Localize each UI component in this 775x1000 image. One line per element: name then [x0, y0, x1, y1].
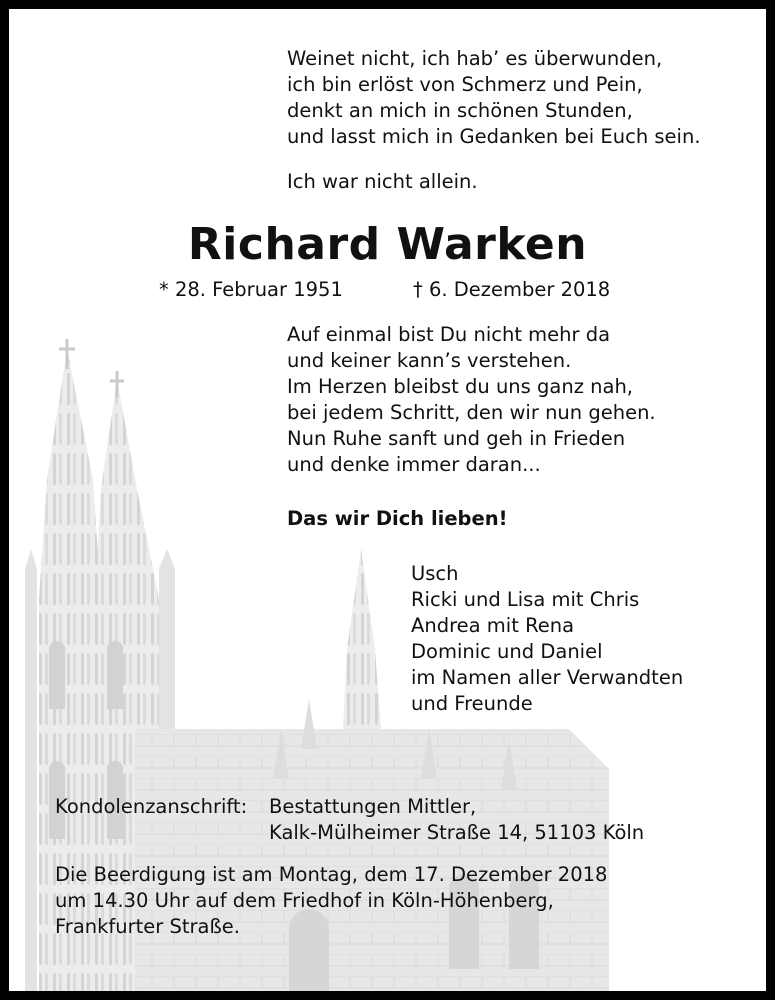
mourner-name: Dominic und Daniel — [411, 640, 603, 663]
opening-poem — [287, 46, 701, 150]
second-poem-line: und keiner kann’s verstehen. — [287, 349, 572, 372]
condolence-address-line: Kalk-Mülheimer Straße 14, 51103 Köln — [269, 821, 645, 844]
second-poem — [287, 322, 656, 478]
mourner-name: Andrea mit Rena — [411, 614, 575, 637]
opening-poem-line: Weinet nicht, ich hab’ es überwunden, — [287, 47, 663, 70]
intro-line — [287, 169, 478, 195]
funeral-details-line: Frankfurter Straße. — [55, 915, 240, 938]
condolence-label-text: Kondolenzanschrift: — [55, 795, 248, 818]
opening-poem-line: denkt an mich in schönen Stunden, — [287, 99, 633, 122]
birth-date-text: * 28. Februar 1951 — [159, 278, 343, 301]
condolence-address-line: Bestattungen Mittler, — [269, 795, 477, 818]
mourners-list — [411, 561, 683, 717]
second-poem-line: Nun Ruhe sanft und geh in Frieden — [287, 427, 626, 450]
birth-date — [159, 277, 343, 303]
opening-poem-line: ich bin erlöst von Schmerz und Pein, — [287, 73, 643, 96]
funeral-details — [55, 862, 607, 940]
mourner-name: und Freunde — [411, 692, 533, 715]
intro-text: Ich war nicht allein. — [287, 170, 478, 193]
funeral-details-line: Die Beerdigung ist am Montag, dem 17. Dezember 2018 — [55, 863, 608, 886]
second-poem-line: bei jedem Schritt, den wir nun gehen. — [287, 401, 656, 424]
mourner-name: im Namen aller Verwandten — [411, 666, 684, 689]
mourner-name: Ricki und Lisa mit Chris — [411, 588, 640, 611]
second-poem-line: Auf einmal bist Du nicht mehr da — [287, 323, 611, 346]
second-poem-line: Im Herzen bleibst du uns ganz nah, — [287, 375, 634, 398]
closing-line-text: Das wir Dich lieben! — [287, 507, 508, 530]
opening-poem-line: und lasst mich in Gedanken bei Euch sein. — [287, 125, 701, 148]
condolence-address — [269, 794, 644, 846]
closing-line — [287, 506, 508, 532]
death-date — [413, 277, 610, 303]
second-poem-line: und denke immer daran... — [287, 453, 541, 476]
deceased-name: Richard Warken — [187, 219, 588, 270]
mourner-name: Usch — [411, 562, 459, 585]
condolence-label — [55, 794, 247, 820]
death-date-text: † 6. Dezember 2018 — [413, 278, 611, 301]
funeral-details-line: um 14.30 Uhr auf dem Friedhof in Köln-Höhenberg, — [55, 889, 554, 912]
